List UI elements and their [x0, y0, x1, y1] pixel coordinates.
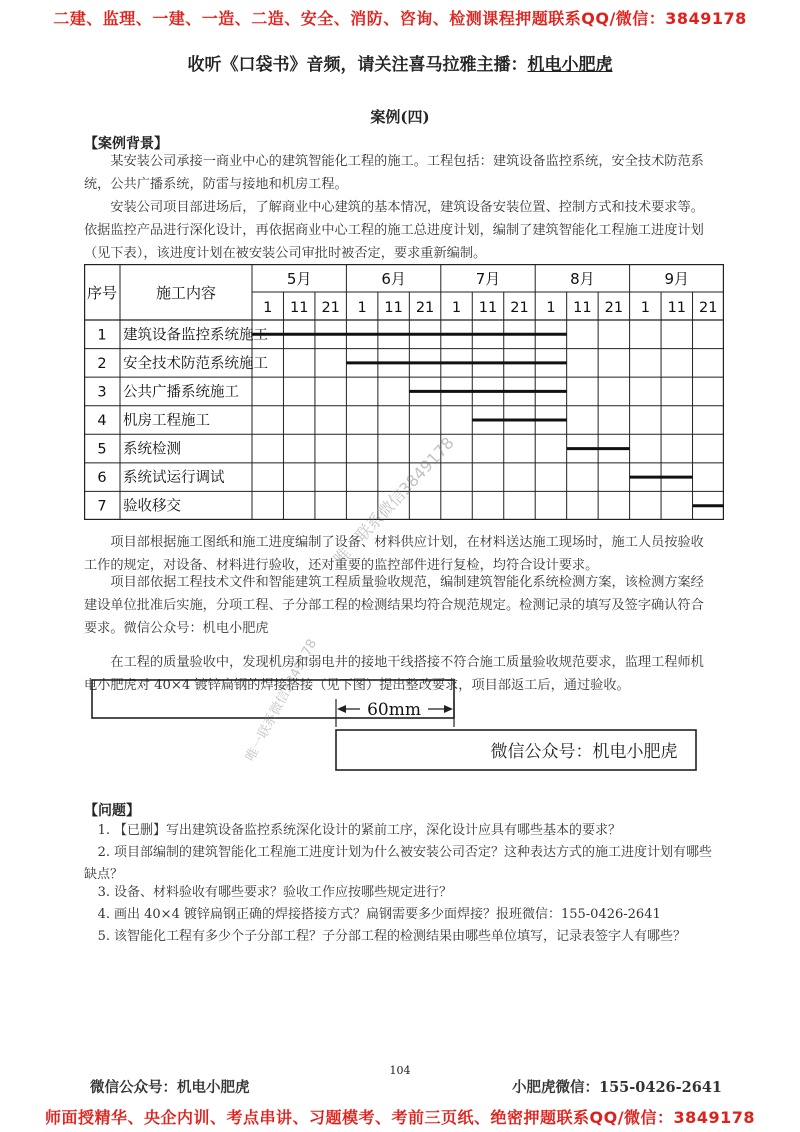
question-3: 3. 设备、材料验收有哪些要求？验收工作应按哪些规定进行？ [97, 885, 453, 900]
row-seq: 5 [97, 441, 107, 458]
row-task: 安全技术防范系统施工 [123, 355, 268, 372]
watermark: 唯一联系微信3849178 [329, 433, 458, 569]
day-label: 1 [546, 300, 556, 316]
row-seq: 3 [97, 384, 107, 401]
subtitle [0, 50, 800, 75]
paragraph-2: 安装公司项目部进场后，了解商业中心建筑的基本情况，建筑设备安装位置、控制方式和技术要求等。依据监控产品进行深化设计，再依据商业中心工程的施工总进度计划，编制了建筑智能化工程施工进度计划（见下表），该进度计划在被安装公司审批时被否定，要求重新编制。 [84, 200, 704, 261]
row-seq: 6 [97, 470, 107, 487]
bottom-banner: 师面授精华、央企内训、考点串讲、习题模考、考前三页纸、绝密押题联系QQ/微信：3849178 [45, 1108, 755, 1127]
paragraph-3: 项目部根据施工图纸和施工进度编制了设备、材料供应计划，在材料送达施工现场时，施工人员按验收工作的规定，对设备、材料进行验收，还对重要的监控部件进行复检，均符合设计要求。 [84, 535, 704, 573]
row-task: 系统试运行调试 [123, 470, 225, 487]
day-label: 11 [384, 300, 403, 316]
row-seq: 4 [97, 413, 107, 429]
row-task: 公共广播系统施工 [123, 384, 239, 401]
month-label: 5月 [286, 270, 312, 288]
question-1: 1. 【已删】写出建筑设备监控系统深化设计的紧前工序，深化设计应具有哪些基本的要求？ [97, 823, 622, 838]
day-label: 11 [667, 300, 687, 316]
row-task: 系统检测 [123, 441, 181, 458]
dimension-arrow-left [337, 705, 346, 713]
weld-figure [84, 675, 724, 785]
day-label: 1 [640, 300, 650, 316]
row-seq: 1 [97, 327, 107, 344]
paragraph-1: 某安装公司承接一商业中心的建筑智能化工程的施工。工程包括：建筑设备监控系统，安全技术防范系统，公共广播系统，防雷与接地和机房工程。 [84, 154, 704, 192]
day-label: 21 [321, 300, 340, 316]
question-4: 4. 画出 40×4 镀锌扁钢正确的焊接搭接方式？扁钢需要多少面焊接？报班微信：155-0426-2641 [97, 907, 661, 922]
paragraph-5: 在工程的质量验收中，发现机房和弱电井的接地干线搭接不符合施工质量验收规范要求，监理工程师机电小肥虎对 40×4 镀锌扁钢的焊接搭接（见下图）提出整改要求，项目部返工后，通过验收。 [84, 655, 704, 693]
day-label: 11 [573, 300, 592, 316]
weld-caption: 微信公众号：机电小肥虎 [490, 742, 678, 762]
day-label: 11 [478, 300, 498, 316]
dimension-arrow-right [444, 705, 453, 713]
month-label: 7月 [475, 270, 501, 288]
subtitle-prefix: 收听《口袋书》音频，请关注喜马拉雅主播： [187, 55, 528, 75]
top-banner: 二建、监理、一建、一造、二造、安全、消防、咨询、检测课程押题联系QQ/微信：3849178 [53, 9, 747, 28]
case-title: 案例(四) [370, 108, 430, 126]
watermark: 唯一联系微信3849178 [243, 636, 321, 764]
day-label: 21 [604, 300, 624, 316]
question-5: 5. 该智能化工程有多少个子分部工程？子分部工程的检测结果由哪些单位填写，记录表签字人有哪些？ [97, 929, 687, 944]
paragraph-4: 项目部依据工程技术文件和智能建筑工程质量验收规范，编制建筑智能化系统检测方案，该检测方案经建设单位批准后实施，分项工程、子分部工程的检测结果均符合规范规定。检测记录的填写及签字确认符合要求。微信公众号：机电小肥虎 [84, 575, 704, 636]
header-task: 施工内容 [155, 284, 217, 302]
day-label: 11 [289, 300, 309, 316]
row-task: 验收移交 [123, 498, 181, 515]
day-label: 21 [510, 300, 529, 316]
questions-heading: 【问题】 [84, 803, 140, 819]
row-task: 机房工程施工 [123, 413, 210, 429]
dimension-label: 60mm [367, 700, 421, 720]
month-label: 6月 [381, 270, 406, 288]
row-seq: 7 [97, 498, 107, 515]
day-label: 1 [263, 300, 273, 316]
footer-contact: 小肥虎微信：155-0426-2641 [512, 1079, 723, 1096]
row-seq: 2 [97, 355, 107, 372]
day-label: 1 [357, 300, 367, 316]
day-label: 21 [415, 300, 435, 316]
day-label: 21 [699, 300, 718, 316]
question-2: 2. 项目部编制的建筑智能化工程施工进度计划为什么被安装公司否定？这种表达方式的施工进度计划有哪些缺点？ [84, 845, 713, 882]
subtitle-host-link[interactable]: 机电小肥虎 [527, 55, 613, 75]
month-label: 9月 [664, 270, 690, 288]
row-task: 建筑设备监控系统施工 [123, 327, 268, 344]
day-label: 1 [451, 300, 462, 316]
page-number: 104 [389, 1064, 411, 1077]
background-heading: 【案例背景】 [84, 136, 168, 152]
footer-wechat-account: 微信公众号：机电小肥虎 [90, 1079, 250, 1096]
month-label: 8月 [570, 270, 595, 288]
header-seq: 序号 [86, 284, 118, 302]
